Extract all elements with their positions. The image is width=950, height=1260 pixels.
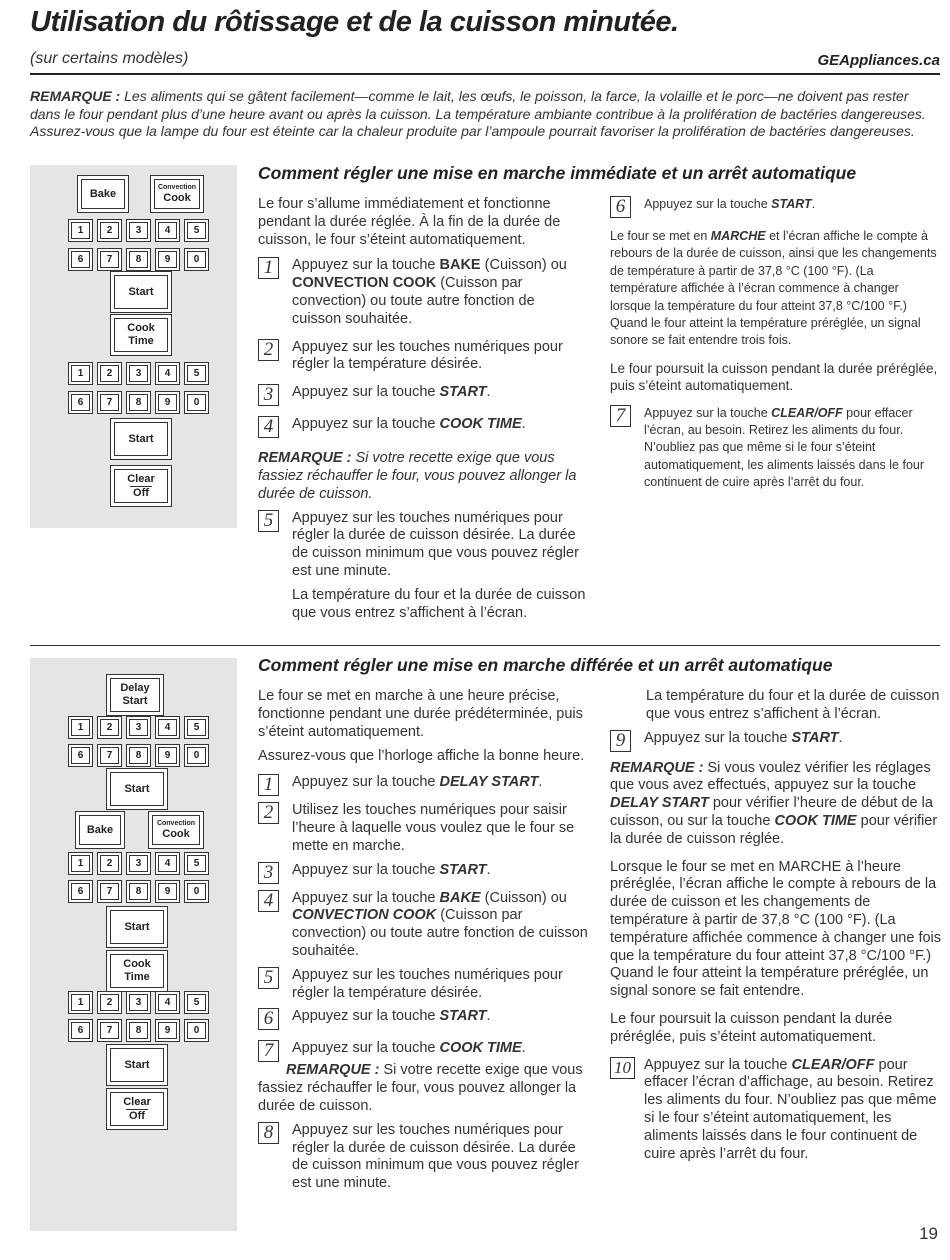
digit-key: 2 [100,365,119,382]
digit-key: 6 [71,251,90,268]
digit-key: 1 [71,994,90,1011]
section2-intro: Le four se met en marche à une heure précise, fonctionne pendant une durée prédéterminée, puis s’éteint automatiquement. [258,688,583,740]
digit-key: 7 [100,1022,119,1039]
digit-key: 2 [100,855,119,872]
step-text: Appuyez sur la touche COOK TIME. [292,416,526,433]
step-4 [258,890,590,961]
step-number: 4 [258,416,279,438]
page-subtitle: (sur certains modèles) [30,50,189,67]
page-number: 19 [919,1224,938,1243]
digit-key: 5 [187,222,206,239]
step-number: 6 [258,1008,279,1030]
step-text: Appuyez sur les touches numériques pour régler la durée de cuisson désirée. La durée de cuisson minimum que vous pouvez régler est une minute. [292,509,579,579]
top-note [30,88,930,141]
top-note-label: REMARQUE : [30,88,121,104]
header-rule [30,73,940,75]
digit-key: 7 [100,747,119,764]
digit-key: 4 [158,365,177,382]
step-5 [258,510,586,623]
digit-key: 4 [158,222,177,239]
step-text: Appuyez sur les touches numériques pour régler la durée de cuisson désirée. La durée de cuisson minimum que vous pouvez régler est une minute. [292,1121,579,1192]
step-text: Appuyez sur la touche CLEAR/OFF pour effacer l’écran, au besoin. Retirez les aliments du four. N’oubliez pas que même si le four s’éteint automatiquement, les aliments laissés dans le four continuent de cuire après l’arrêt du four. [644,405,925,490]
section1-intro: Le four s’allume immédiatement et fonctionne pendant la durée réglée. À la fin de la durée de cuisson, le four s’éteint automatiquement. [258,196,561,248]
digit-key: 3 [129,365,148,382]
digit-key: 1 [71,222,90,239]
digit-key: 0 [187,883,206,900]
keypad-panel-2 [30,658,237,1231]
digit-key: 4 [158,719,177,736]
step-number: 2 [258,802,279,824]
keypad-panel-1 [30,165,237,528]
step-7 [258,1040,590,1062]
step-8 [258,1122,590,1193]
step-text: Appuyez sur la touche START. [292,861,491,878]
digit-key: 1 [71,719,90,736]
top-note-text: Les aliments qui se gâtent facilement—comme le lait, les œufs, le poisson, la farce, la volaille et le porc—ne doivent pas rester dans le four pendant plus d’une heure avant ou après la cuisson. La température ambiante contribue à la prolifération de bactéries dangereuses. Assurez-vous que la lampe du four est éteinte car la chaleur produite par l’ampoule pourrait favoriser la prolifération de bactéries dangereuses. [30,88,926,139]
section1-note: REMARQUE : Si votre recette exige que vous fassiez réchauffer le four, vous pouvez allonger la durée de cuisson. [258,450,577,502]
section1-title: Comment régler une mise en marche immédiate et un arrêt automatique [258,163,857,183]
section2-temp-display-text: La température du four et la durée de cuisson que vous entrez s’affichent à l’écran. [646,688,940,722]
step-text: Appuyez sur la touche BAKE (Cuisson) ou CONVECTION COOK (Cuisson par convection) ou toute autre fonction de cuisson souhaitée. [292,257,567,327]
digit-key: 9 [158,251,177,268]
digit-key: 0 [187,1022,206,1039]
step-number: 3 [258,862,279,884]
step-6 [258,1008,590,1030]
section1-right-column [610,196,940,492]
digit-key: 3 [129,222,148,239]
section-divider [30,645,940,646]
digit-key: 3 [129,855,148,872]
digit-key: 3 [129,719,148,736]
step-number: 5 [258,967,279,989]
digit-key: 5 [187,719,206,736]
digit-key: 7 [100,883,119,900]
digit-key: 0 [187,747,206,764]
convection-cook-key: Convection Cook [154,179,200,209]
step-text: Appuyez sur la touche DELAY START. [292,774,543,791]
step-text: Appuyez sur la touche START. [644,197,816,211]
bake-key: Bake [79,815,121,845]
section2-on-text: Lorsque le four se met en MARCHE à l’heure préréglée, l’écran affiche le compte à rebours de la durée de cuisson et les changements de température à partir de 37,8 °C (100 °F). (La température affichée commence à changer une fois que la température du four atteint 37,8 °C/100 °F.) Quand le four atteint la température préréglée, un signal sonore se fait entendre. [610,858,942,1000]
digit-key: 8 [129,1022,148,1039]
website-label: GEAppliances.ca [817,52,940,69]
digit-key: 9 [158,747,177,764]
section1-continue-text: Le four poursuit la cuisson pendant la durée préréglée, puis s’éteint automatiquement. [610,360,938,394]
step-text: Utilisez les touches numériques pour saisir l’heure à laquelle vous voulez que le four se mette en marche. [292,802,575,854]
step-1 [258,257,586,328]
step-number: 7 [610,405,631,427]
section1-left-column [258,196,586,622]
digit-key: 4 [158,994,177,1011]
digit-key: 3 [129,994,148,1011]
step-5 [258,967,590,1003]
step-2 [258,802,590,855]
step-9 [610,730,942,752]
step-number: 4 [258,890,279,912]
digit-key: 8 [129,883,148,900]
step-extra-text: La température du four et la durée de cuisson que vous entrez s’affichent à l’écran. [292,586,586,621]
clear-off-key: Clear Off [114,469,168,503]
step-1 [258,774,590,796]
step-text: Appuyez sur la touche CLEAR/OFF pour effacer l’écran d’affichage, au besoin. Retirez les aliments du four. N’oubliez pas que même si le four s’éteint automatiquement, les aliments laissés dans le four continuent de cuire après l’arrêt du four. [644,1056,937,1162]
digit-key: 2 [100,994,119,1011]
digit-key: 7 [100,394,119,411]
step-number: 3 [258,384,279,406]
step-4 [258,416,586,438]
digit-key: 6 [71,394,90,411]
delay-start-key: Delay Start [110,678,160,712]
section2-title: Comment régler une mise en marche différée et un arrêt automatique [258,655,833,675]
digit-key: 8 [129,747,148,764]
start-key: Start [110,910,164,944]
digit-key: 8 [129,251,148,268]
step-10 [610,1057,942,1164]
step-text: Appuyez sur la touche BAKE (Cuisson) ou CONVECTION COOK (Cuisson par convection) ou toute autre fonction de cuisson souhaitée. [292,889,588,959]
step-number: 5 [258,510,279,532]
step-text: Appuyez sur les touches numériques pour régler la température désirée. [292,966,563,1001]
step-text: Appuyez sur les touches numériques pour régler la température désirée. [292,338,563,373]
section2-note: REMARQUE : Si votre recette exige que vous fassiez réchauffer le four, vous pouvez allonger la durée de cuisson. [258,1062,583,1114]
step-3 [258,384,586,406]
digit-key: 2 [100,719,119,736]
digit-key: 6 [71,1022,90,1039]
digit-key: 4 [158,855,177,872]
digit-key: 2 [100,222,119,239]
step-6 [610,196,940,218]
cook-time-key: Cook Time [114,318,168,352]
digit-key: 5 [187,994,206,1011]
start-key: Start [110,772,164,806]
digit-key: 0 [187,251,206,268]
section2-remark: REMARQUE : Si vous voulez vérifier les réglages que vous avez effectués, appuyez sur la touche DELAY START pour vérifier l’heure de début de la cuisson, ou sur la touche COOK TIME pour vérifier la durée de cuisson réglée. [610,759,938,847]
section2-right-column [610,688,942,1163]
start-key: Start [110,1048,164,1082]
step-3 [258,862,590,884]
start-key: Start [114,275,168,309]
section2-continue-text: Le four poursuit la cuisson pendant la durée préréglée, puis s’éteint automatiquement. [610,1010,893,1045]
step-number: 2 [258,339,279,361]
step-text: Appuyez sur la touche START. [644,729,843,746]
digit-key: 1 [71,365,90,382]
bake-key: Bake [81,179,125,209]
digit-key: 5 [187,365,206,382]
digit-key: 8 [129,394,148,411]
step-number: 7 [258,1040,279,1062]
section1-marche-text: Le four se met en MARCHE et l’écran affiche le compte à rebours de la durée de cuisson, ainsi que les changements de température à partir de 37,8 °C (100 °F). (La température affichée à l’écran commence à changer lorsque la température du four atteint 37,8 °C/100 °F.) Quand le four atteint la température préréglée, un signal sonore se fait entendre trois fois. [610,229,937,348]
step-number: 10 [610,1057,635,1079]
step-2 [258,339,586,375]
section2-left-column [258,688,590,1193]
digit-key: 9 [158,883,177,900]
digit-key: 6 [71,883,90,900]
digit-key: 1 [71,855,90,872]
step-7 [610,405,940,492]
digit-key: 9 [158,394,177,411]
convection-cook-key: Convection Cook [152,815,200,845]
step-number: 9 [610,730,631,752]
clear-off-key: Clear Off [110,1092,164,1126]
section2-clock-text: Assurez-vous que l’horloge affiche la bonne heure. [258,748,585,765]
step-text: Appuyez sur la touche COOK TIME. [292,1040,526,1057]
digit-key: 9 [158,1022,177,1039]
step-number: 6 [610,196,631,218]
page-title: Utilisation du rôtissage et de la cuisson minutée. [30,6,679,38]
step-number: 1 [258,774,279,796]
step-text: Appuyez sur la touche START. [292,384,491,401]
digit-key: 7 [100,251,119,268]
step-text: Appuyez sur la touche START. [292,1008,491,1025]
digit-key: 6 [71,747,90,764]
digit-key: 5 [187,855,206,872]
step-number: 1 [258,257,279,279]
start-key: Start [114,422,168,456]
digit-key: 0 [187,394,206,411]
cook-time-key: Cook Time [110,954,164,988]
step-number: 8 [258,1122,279,1144]
